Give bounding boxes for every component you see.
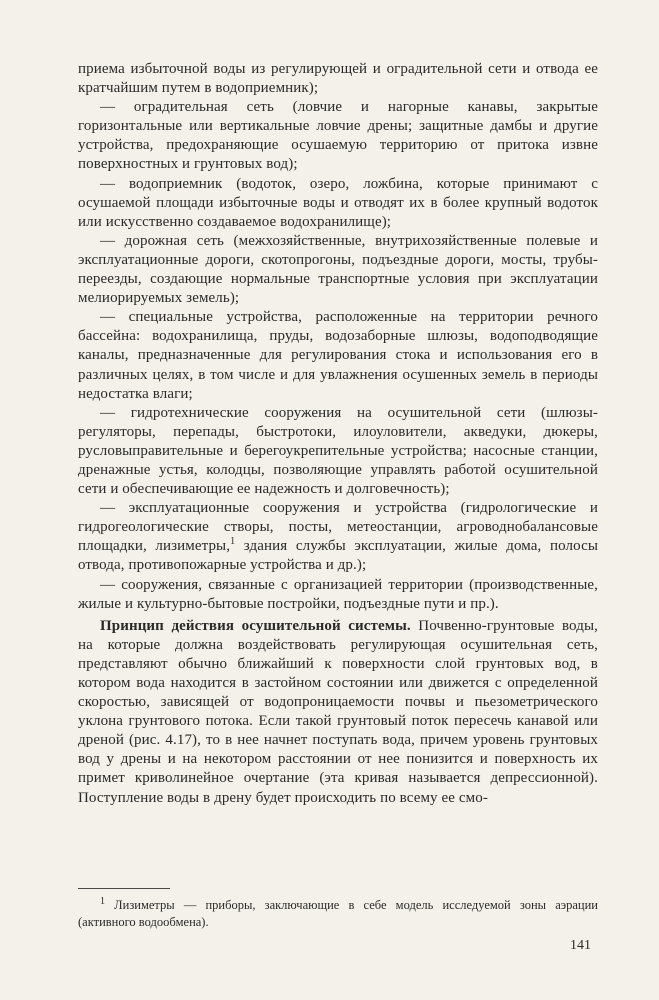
paragraph-territory-structures: — сооружения, связанные с организацией территории (производственные, жилые и культурно-бытовые постройки, подъездные пути и пр.). (78, 576, 598, 612)
paragraph-intro: приема избыточной воды из регулирующей и оградительной сети и отвода ее кратчайшим путем в водоприемник); (78, 61, 598, 97)
paragraph-special-devices: — специальные устройства, расположенные на территории речного бассейна: водохранилища, пруды, водозаборные шлюзы, водоподводящие каналы, предназначенные для регулирования стока и использования его в различных целях, в том числе и для увлажнения осушенных земель в периоды недостатка влаги; (78, 309, 598, 402)
footnote-marker: 1 (100, 895, 105, 907)
paragraph-operational-text-b: здания службы эксплуатации, жилые дома, полосы отвода, противопожарные устройства и др.); (78, 538, 599, 574)
footnote-text: Лизиметры — приборы, заключающие в себе модель исследуемой зоны аэрации (активного водообмена). (78, 898, 598, 929)
paragraph-operating-principle (78, 617, 598, 808)
paragraph-operational-structures (78, 499, 598, 575)
paragraph-water-receiver: — водоприемник (водоток, озеро, ложбина, которые принимают с осушаемой площади избыточные воды и отводят их в более крупный водоток или искусственно создаваемое водохранилище); (78, 175, 598, 230)
footnote (78, 897, 598, 930)
paragraph-hydraulic-structures: — гидротехнические сооружения на осушительной сети (шлюзы-регуляторы, перепады, быстротоки, илоуловители, акведуки, дюкеры, русловыправительные и берегоукрепительные устройства; насосные станции, дренажные устья, колодцы, позволяющие управлять работой осушительной сети и обеспечивающие ее надежность и долговечность); (78, 404, 598, 498)
page-number: 141 (570, 938, 591, 953)
page-body (78, 60, 598, 808)
footnote-reference: 1 (230, 536, 236, 548)
paragraph-operational-text-a: — эксплуатационные сооружения и устройства (гидрологические и гидрогеологические створы, посты, метеостанции, агроводнобалансовые площадки, лизиметры, (78, 500, 598, 555)
section-text: Почвенно-грунтовые воды, на которые должна воздействовать регулирующая осушительная сеть, представляют обычно ближайший к поверхности слой грунтовых вод, в котором вода находится в застойном состоянии или движется с определенной скоростью, зависящей от водопроницаемости почвы и пьезометрического уклона грунтового потока. Если такой грунтовый поток пересечь канавой или дреной (рис. 4.17), то в нее начнет поступать вода, причем уровень грунтовых вод у дрены и на некотором расстоянии от нее понизится и поверхность их примет криволинейное очертание (эта кривая называется депрессионной). Поступление воды в дрену будет происходить по всему ее смо- (78, 617, 598, 806)
paragraph-protective-network: — оградительная сеть (ловчие и нагорные канавы, закрытые горизонтальные или вертикальные ловчие дрены; защитные дамбы и другие устройства, предохраняющие осушаемую территорию от притока извне поверхностных и грунтовых вод); (78, 99, 598, 173)
paragraph-road-network: — дорожная сеть (межхозяйственные, внутрихозяйственные полевые и эксплуатационные дороги, скотопрогоны, подъездные дороги, мосты, трубы-переезды, создающие нормальные транспортные условия при эксплуатации мелиорируемых земель); (78, 232, 598, 307)
section-heading: Принцип действия осушительной системы. (100, 617, 411, 634)
footnote-divider (78, 888, 170, 889)
